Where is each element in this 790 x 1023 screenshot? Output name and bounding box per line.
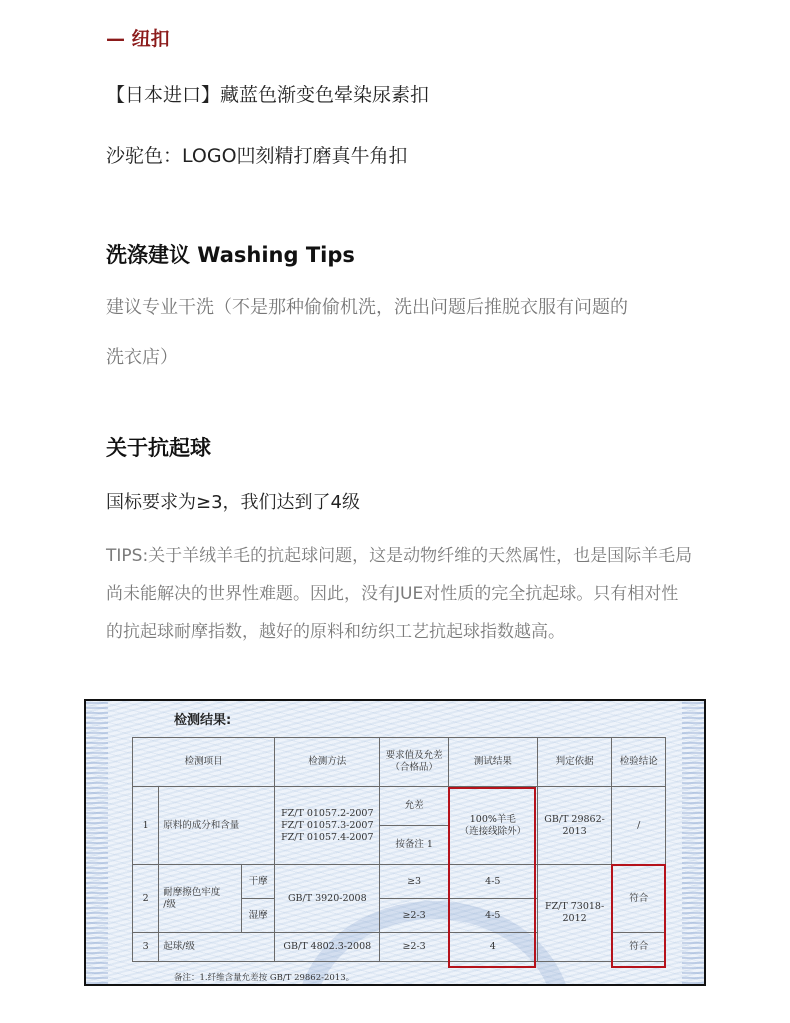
header-item: 检测项目 (133, 738, 275, 787)
row3-req: ≥2-3 (380, 933, 449, 962)
table-header-row (133, 738, 666, 787)
header-method: 检测方法 (275, 738, 380, 787)
header-basis: 判定依据 (537, 738, 612, 787)
row2-item-2: /级 (163, 898, 176, 910)
highlight-conclusion-column (611, 864, 666, 968)
buttons-section-label: — 纽扣 (106, 28, 170, 50)
row3-conclusion: 符合 (612, 933, 666, 962)
row23-basis (537, 865, 612, 962)
row1-conclusion: / (612, 787, 666, 865)
pilling-title: 关于抗起球 (106, 436, 211, 460)
certificate-title: 检测结果: (174, 713, 232, 728)
row2-no: 2 (133, 865, 159, 933)
row1-method (275, 787, 380, 865)
washing-title: 洗涤建议 Washing Tips (106, 243, 355, 267)
row1-result-2: （连接线除外） (459, 825, 527, 837)
row1-item: 原料的成分和含量 (159, 787, 275, 865)
washing-text-2: 洗衣店） (106, 347, 178, 368)
row2-sub-wet: 湿摩 (242, 899, 275, 933)
row2-item-1: 耐摩擦色牢度 (163, 886, 221, 898)
row2-req-dry: ≥3 (380, 865, 449, 899)
header-conclusion: 检验结论 (612, 738, 666, 787)
row1-no: 1 (133, 787, 159, 865)
row2-result-dry: 4-5 (448, 865, 537, 899)
table-row (133, 865, 666, 899)
row2-basis-2: 2012 (562, 913, 587, 924)
buttons-line-1: 【日本进口】藏蓝色渐变色晕染尿素扣 (106, 84, 430, 106)
highlight-result-column (448, 787, 536, 968)
row2-item (159, 865, 242, 933)
washing-text-1: 建议专业干洗（不是那种偷偷机洗，洗出问题后推脱衣服有问题的 (106, 297, 628, 318)
certificate-note: 备注：1.纤维含量允差按 GB/T 29862-2013。 (174, 973, 355, 983)
row1-req-b: 按备注 1 (380, 826, 449, 865)
row2-method: GB/T 3920-2008 (275, 865, 380, 933)
pilling-tips-3: 的抗起球耐摩指数，越好的原料和纺织工艺抗起球指数越高。 (106, 622, 565, 642)
header-result: 测试结果 (448, 738, 537, 787)
row3-item: 起球/级 (159, 933, 275, 962)
row1-basis-1: GB/T 29862- (544, 813, 605, 825)
table-row (133, 787, 666, 826)
test-certificate-image (84, 699, 706, 986)
security-border-right (682, 701, 704, 984)
row2-result-wet: 4-5 (448, 899, 537, 933)
row3-result: 4 (448, 933, 537, 962)
row1-method-3: FZ/T 01057.4-2007 (281, 831, 374, 843)
row3-no: 3 (133, 933, 159, 962)
header-requirement: 要求值及允差（合格品） (380, 738, 449, 787)
pilling-standard: 国标要求为≥3，我们达到了4级 (106, 492, 360, 513)
row1-basis (537, 787, 612, 865)
row1-method-1: FZ/T 01057.2-2007 (281, 807, 374, 819)
security-border-left (86, 701, 108, 984)
pilling-tips-2: 尚未能解决的世界性难题。因此，没有JUE对性质的完全抗起球。只有相对性 (106, 584, 679, 604)
row1-result-1: 100%羊毛 (469, 813, 516, 825)
row1-method-2: FZ/T 01057.3-2007 (281, 819, 374, 831)
row2-conclusion: 符合 (612, 865, 666, 933)
row2-req-wet: ≥2-3 (380, 899, 449, 933)
row2-basis-1: FZ/T 73018- (544, 901, 605, 912)
test-results-table (132, 737, 666, 962)
buttons-line-2: 沙驼色：LOGO凹刻精打磨真牛角扣 (106, 145, 408, 167)
row2-sub-dry: 干摩 (242, 865, 275, 899)
row3-method: GB/T 4802.3-2008 (275, 933, 380, 962)
pilling-tips-1: TIPS:关于羊绒羊毛的抗起球问题，这是动物纤维的天然属性，也是国际羊毛局 (106, 546, 693, 566)
row1-req-a: 允差 (380, 787, 449, 826)
row1-basis-2: 2013 (562, 825, 587, 837)
